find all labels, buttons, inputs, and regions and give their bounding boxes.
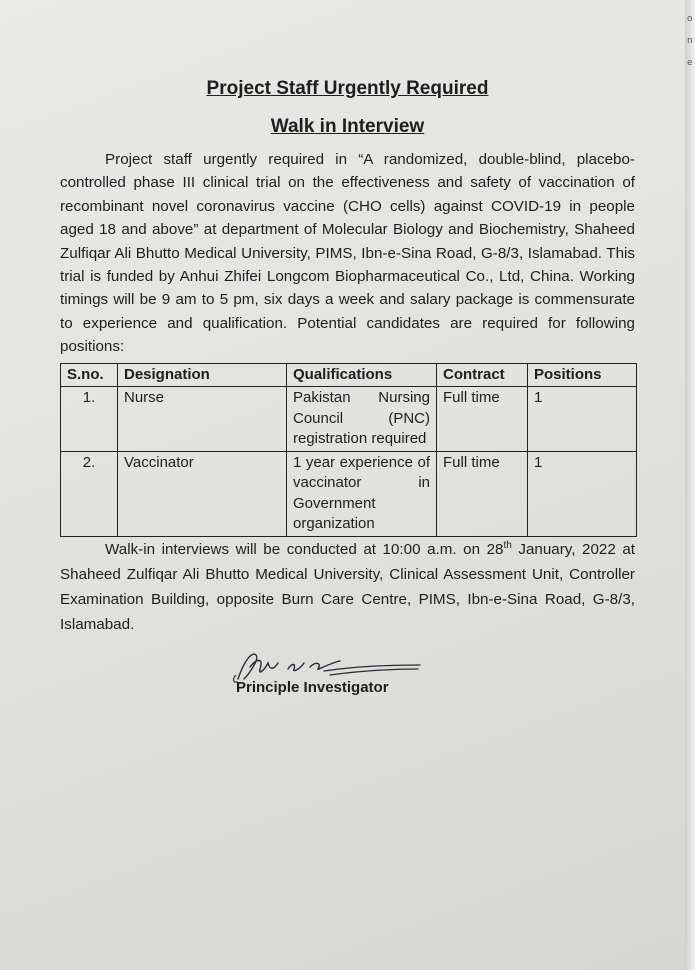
cell-sno: 1. xyxy=(61,387,118,452)
cell-sno: 2. xyxy=(61,451,118,536)
table-header-row xyxy=(61,363,637,387)
table-row xyxy=(61,451,637,536)
header-designation: Designation xyxy=(118,363,287,387)
table-row xyxy=(61,387,637,452)
cell-designation: Vaccinator xyxy=(118,451,287,536)
cell-qualifications: Pakistan Nursing Council (PNC) registration required xyxy=(287,387,437,452)
header-contract: Contract xyxy=(437,363,528,387)
signatory-title: Principle Investigator xyxy=(236,678,389,696)
header-sno: S.no. xyxy=(61,363,118,387)
header-positions: Positions xyxy=(528,363,637,387)
cell-qualifications: 1 year experience of vaccinator in Government organization xyxy=(287,451,437,536)
header-qualifications: Qualifications xyxy=(287,363,437,387)
cell-contract: Full time xyxy=(437,451,528,536)
notice-subheading: Walk in Interview xyxy=(270,116,425,137)
notice-page xyxy=(60,78,635,699)
cell-positions: 1 xyxy=(528,451,637,536)
cell-positions: 1 xyxy=(528,387,637,452)
closing-text-start: Walk-in interviews will be conducted at 10:00 a.m. on 28 xyxy=(105,540,504,558)
positions-table xyxy=(60,363,637,537)
date-ordinal-suffix: th xyxy=(503,539,512,551)
cell-designation: Nurse xyxy=(118,387,287,452)
adjacent-page-edge: o n e xyxy=(685,0,695,970)
notice-heading: Project Staff Urgently Required xyxy=(206,78,489,99)
signature-block xyxy=(230,649,460,699)
intro-paragraph: Project staff urgently required in “A randomized, double-blind, placebo-controlled phase III clinical trial on the effectiveness and safety of vaccination of recombinant novel coronavirus vaccine (CHO cells) against COVID-19 in people aged 18 and above” at department of Molecular Biology and Biochemistry, Shaheed Zulfiqar Ali Bhutto Medical University, PIMS, Ibn-e-Sina Road, G-8/3, Islamabad. This trial is funded by Anhui Zhifei Longcom Biopharmaceutical Co., Ltd, China. Working timings will be 9 am to 5 pm, six days a week and salary package is commensurate to experience and qualification. Potential candidates are required for following positions: xyxy=(60,151,635,356)
closing-text-end: January, 2022 at Shaheed Zulfiqar Ali Bhutto Medical University, Clinical Assessment Unit, Controller Examination Building, opposite Burn Care Centre, PIMS, Ibn-e-Sina Road, G-8/3, Islamabad. xyxy=(60,540,635,633)
closing-paragraph xyxy=(60,537,635,637)
cell-contract: Full time xyxy=(437,387,528,452)
